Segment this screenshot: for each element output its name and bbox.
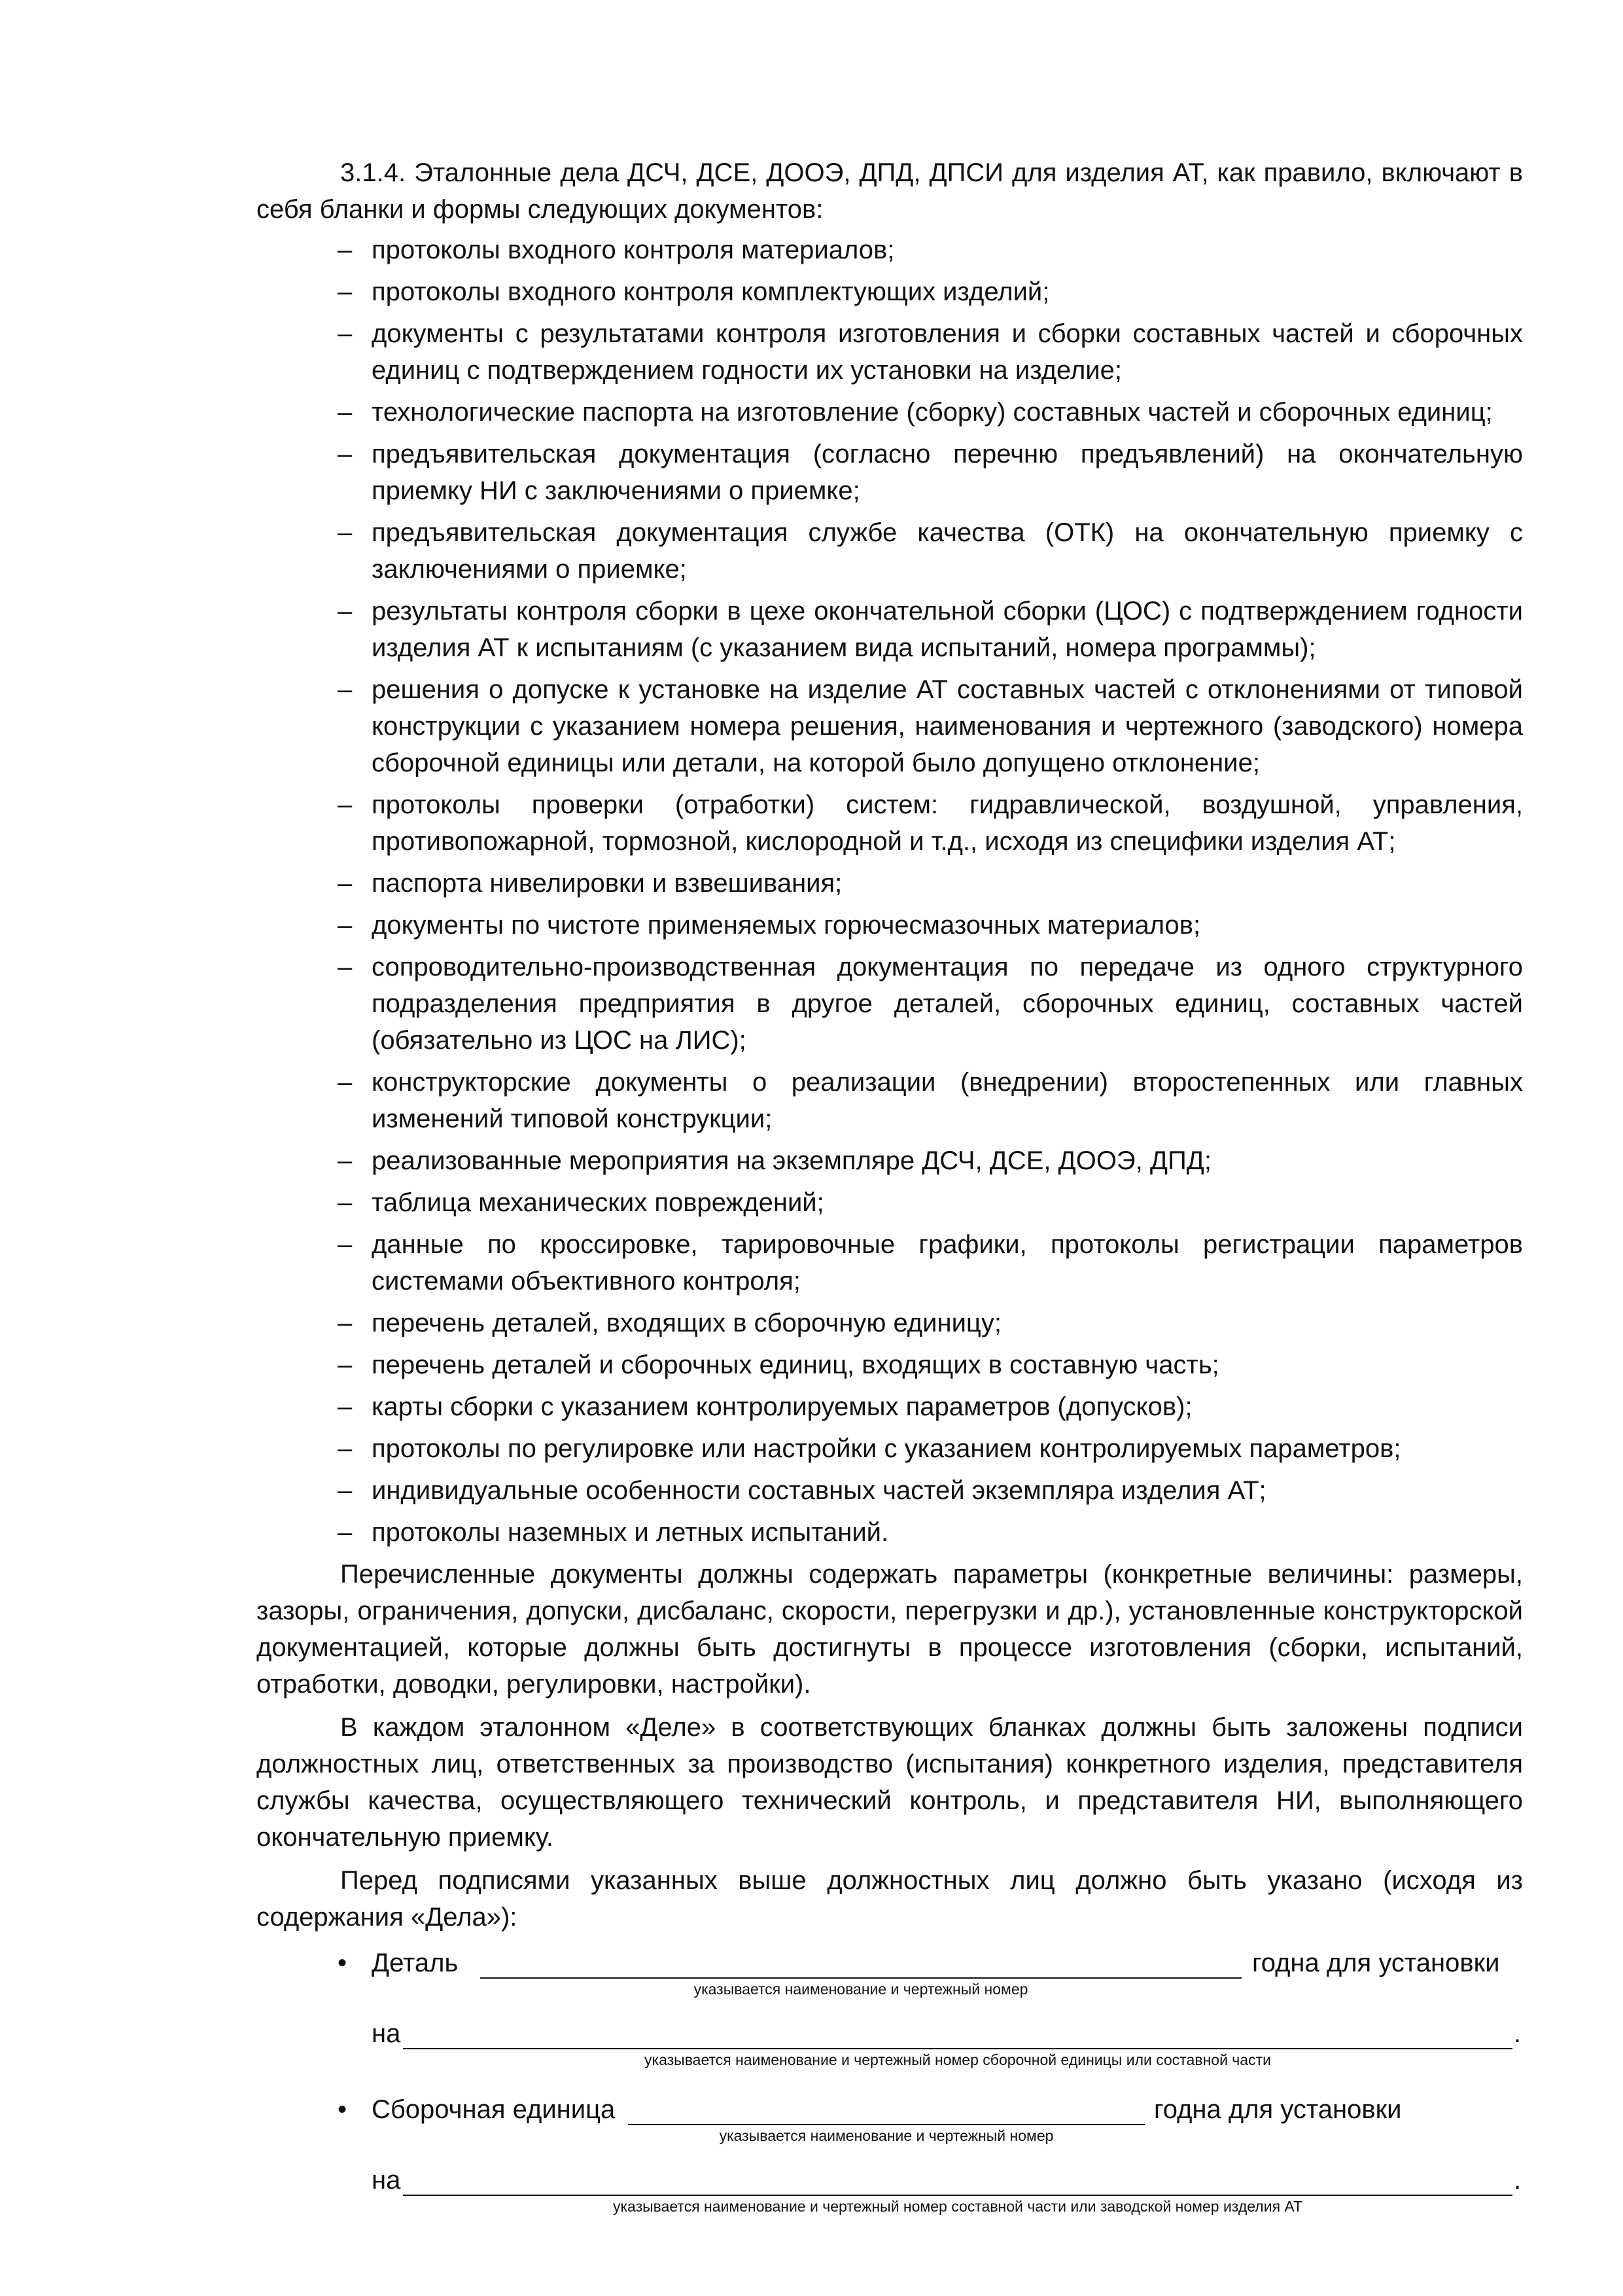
list-item-text: документы с результатами контроля изготовления и сборки составных частей и сборочных единиц с подтверждением годности их установки на изделие; bbox=[372, 319, 1523, 385]
list-item bbox=[256, 1514, 1523, 1551]
list-item bbox=[256, 786, 1523, 860]
assembly-hint: указывается наименование и чертежный номер bbox=[719, 2127, 1054, 2144]
dash-mark: – bbox=[338, 1434, 353, 1463]
detail-suffix: годна для установки bbox=[1252, 1949, 1500, 1977]
dash-mark: – bbox=[338, 1309, 353, 1337]
dash-mark: – bbox=[338, 1230, 353, 1259]
dash-mark: – bbox=[338, 1146, 353, 1175]
list-item-text: паспорта нивелировки и взвешивания; bbox=[372, 869, 843, 898]
list-item bbox=[256, 1184, 1523, 1221]
on-label: на bbox=[372, 2166, 401, 2195]
dash-mark: – bbox=[338, 398, 353, 427]
list-item bbox=[256, 274, 1523, 310]
list-item bbox=[256, 1347, 1523, 1383]
dash-mark: – bbox=[338, 1476, 353, 1505]
list-item bbox=[256, 1064, 1523, 1137]
list-item-text: протоколы проверки (отработки) систем: гидравлической, воздушной, управления, противопожарной, тормозной, кислородной и т.д., исходя из специфики изделия АТ; bbox=[372, 790, 1523, 856]
list-item-text: протоколы входного контроля материалов; bbox=[372, 236, 895, 264]
list-item-text: технологические паспорта на изготовление (сборку) составных частей и сборочных единиц; bbox=[372, 398, 1493, 427]
list-item-text: конструкторские документы о реализации (внедрении) второстепенных или главных изменений типовой конструкции; bbox=[372, 1068, 1523, 1133]
bullet-mark: • bbox=[338, 1949, 347, 1977]
assembly-name-blank[interactable] bbox=[628, 2124, 1145, 2125]
dash-mark: – bbox=[338, 518, 353, 547]
list-item bbox=[256, 1305, 1523, 1341]
list-item-text: предъявительская документация службе качества (ОТК) на окончательную приемку с заключениями о приемке; bbox=[372, 518, 1523, 584]
list-item-text: протоколы по регулировке или настройки с указанием контролируемых параметров; bbox=[372, 1434, 1401, 1463]
list-item bbox=[256, 436, 1523, 509]
dash-mark: – bbox=[338, 790, 353, 819]
list-item-text: решения о допуске к установке на изделие АТ составных частей с отклонениями от типовой конструкции с указанием номера решения, наименования и чертежного (заводского) номера сборочной единицы или детали, на которой было допущено отклонение; bbox=[372, 675, 1523, 777]
list-item-text: таблица механических повреждений; bbox=[372, 1188, 824, 1217]
detail-on-row bbox=[256, 2015, 1523, 2052]
before-signatures-paragraph: Перед подписями указанных выше должностных лиц должно быть указано (исходя из содержания «Дела»): bbox=[256, 1866, 1523, 1932]
parameters-paragraph: Перечисленные документы должны содержать параметры (конкретные величины: размеры, зазоры, ограничения, допуски, дисбаланс, скорости, перегрузки и др.), установленные конструкторской документацией, которые должны быть достигнуты в процессе изготовления (сборки, испытаний, отработки, доводки, регулировки, настройки). bbox=[256, 1560, 1523, 1699]
dash-mark: – bbox=[338, 597, 353, 626]
assembly-target-blank[interactable] bbox=[403, 2195, 1512, 2196]
list-item bbox=[256, 394, 1523, 431]
certification-form bbox=[256, 1945, 1523, 2225]
detail-label: Деталь bbox=[372, 1949, 459, 1977]
dash-mark: – bbox=[338, 953, 353, 981]
detail-on-hint-row bbox=[256, 2052, 1523, 2091]
list-item bbox=[256, 315, 1523, 389]
dash-mark: – bbox=[338, 1518, 353, 1547]
dash-mark: – bbox=[338, 1351, 353, 1379]
on-label: на bbox=[372, 2019, 401, 2048]
list-item-text: результаты контроля сборки в цехе окончательной сборки (ЦОС) с подтверждением годности изделия АТ к испытаниям (с указанием вида испытаний, номера программы); bbox=[372, 597, 1523, 662]
assembly-suffix: годна для установки bbox=[1154, 2095, 1402, 2124]
list-item-text: перечень деталей и сборочных единиц, входящих в составную часть; bbox=[372, 1351, 1219, 1379]
list-item bbox=[256, 593, 1523, 666]
assembly-on-row bbox=[256, 2162, 1523, 2199]
dash-mark: – bbox=[338, 1068, 353, 1097]
detail-name-blank[interactable] bbox=[480, 1977, 1242, 1979]
dash-mark: – bbox=[338, 440, 353, 468]
detail-on-hint: указывается наименование и чертежный номер сборочной единицы или составной части bbox=[644, 2051, 1271, 2068]
list-item bbox=[256, 232, 1523, 268]
list-item-text: протоколы наземных и летных испытаний. bbox=[372, 1518, 889, 1547]
document-body bbox=[256, 154, 1523, 2225]
dash-mark: – bbox=[338, 277, 353, 306]
intro-paragraph: 3.1.4. Эталонные дела ДСЧ, ДСЕ, ДООЭ, ДПД, ДПСИ для изделия АТ, как правило, включают в себя бланки и формы следующих документов: bbox=[256, 158, 1523, 224]
list-item-text: реализованные мероприятия на экземпляре ДСЧ, ДСЕ, ДООЭ, ДПД; bbox=[372, 1146, 1212, 1175]
document-list bbox=[256, 232, 1523, 1551]
dash-mark: – bbox=[338, 319, 353, 348]
detail-target-blank[interactable] bbox=[403, 2048, 1512, 2049]
dash-mark: – bbox=[338, 1392, 353, 1421]
assembly-hint-row bbox=[256, 2128, 1523, 2162]
list-item-text: данные по кроссировке, тарировочные графики, протоколы регистрации параметров системами объективного контроля; bbox=[372, 1230, 1523, 1296]
dash-mark: – bbox=[338, 869, 353, 898]
signatures-paragraph: В каждом эталонном «Деле» в соответствующих бланках должны быть заложены подписи должностных лиц, ответственных за производство (испытания) конкретного изделия, представителя службы качества, осуществляющего технический контроль, и представителя НИ, выполняющего окончательную приемку. bbox=[256, 1713, 1523, 1852]
list-item-text: предъявительская документация (согласно перечню предъявлений) на окончательную приемку НИ с заключениями о приемке; bbox=[372, 440, 1523, 505]
period: . bbox=[1514, 2166, 1522, 2195]
detail-hint: указывается наименование и чертежный номер bbox=[693, 1981, 1028, 1998]
dash-mark: – bbox=[338, 675, 353, 704]
list-item-text: карты сборки с указанием контролируемых параметров (допусков); bbox=[372, 1392, 1193, 1421]
list-item-text: документы по чистоте применяемых горючесмазочных материалов; bbox=[372, 911, 1201, 940]
period: . bbox=[1514, 2019, 1522, 2048]
list-item-text: перечень деталей, входящих в сборочную единицу; bbox=[372, 1309, 1002, 1337]
list-item bbox=[256, 949, 1523, 1059]
list-item-text: сопроводительно-производственная документация по передаче из одного структурного подразделения предприятия в другое деталей, сборочных единиц, составных частей (обязательно из ЦОС на ЛИС); bbox=[372, 953, 1523, 1055]
list-item-text: индивидуальные особенности составных частей экземпляра изделия АТ; bbox=[372, 1476, 1266, 1505]
assembly-on-hint: указывается наименование и чертежный номер составной части или заводской номер изделия АТ bbox=[612, 2198, 1303, 2215]
dash-mark: – bbox=[338, 911, 353, 940]
bullet-mark: • bbox=[338, 2095, 347, 2124]
assembly-row bbox=[256, 2091, 1523, 2128]
list-item bbox=[256, 865, 1523, 902]
list-item-text: протоколы входного контроля комплектующих изделий; bbox=[372, 277, 1050, 306]
dash-mark: – bbox=[338, 1188, 353, 1217]
list-item bbox=[256, 1142, 1523, 1179]
list-item bbox=[256, 671, 1523, 781]
list-item bbox=[256, 1430, 1523, 1467]
assembly-label: Сборочная единица bbox=[372, 2095, 616, 2124]
list-item bbox=[256, 1388, 1523, 1425]
dash-mark: – bbox=[338, 236, 353, 264]
list-item bbox=[256, 1226, 1523, 1299]
detail-hint-row bbox=[256, 1981, 1523, 2015]
detail-row bbox=[256, 1945, 1523, 1981]
list-item bbox=[256, 907, 1523, 944]
list-item bbox=[256, 514, 1523, 588]
list-item bbox=[256, 1472, 1523, 1509]
assembly-on-hint-row bbox=[256, 2199, 1523, 2225]
